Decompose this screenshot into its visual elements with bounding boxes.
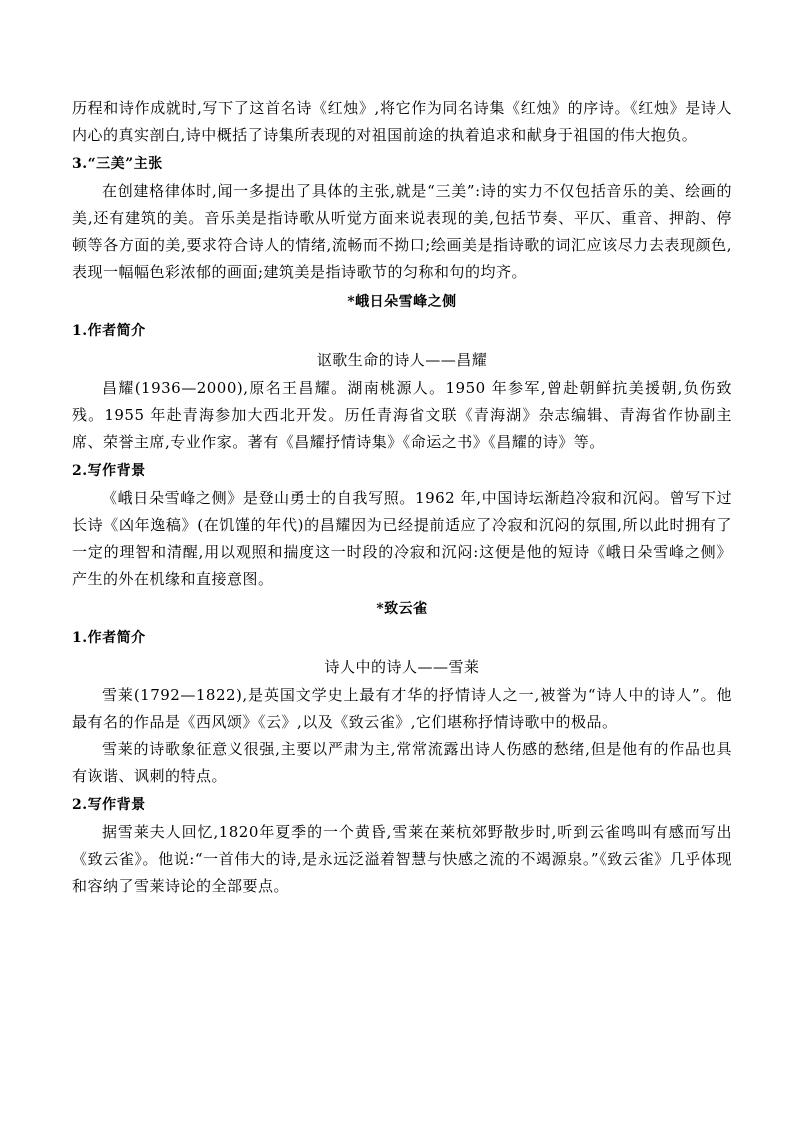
heading-author-intro-1: 1.作者简介 bbox=[72, 323, 146, 339]
paragraph-shelley-style: 雪莱的诗歌象征意义很强,主要以严肃为主,常常流露出诗人伤感的愁绪,但是他有的作品也具有诙谐、讽刺的特点。 bbox=[72, 740, 732, 785]
paragraph-shelley-bio: 雪莱(1792—1822),是英国文学史上最有才华的抒情诗人之一,被誉为“诗人中的诗人”。他最有名的作品是《西风颂》《云》,以及《致云雀》,它们堪称抒情诗歌中的极品。 bbox=[72, 686, 732, 731]
paragraph-san-mei: 在创建格律体时,闻一多提出了具体的主张,就是“三美”:诗的实力不仅包括音乐的美、绘画的美,还有建筑的美。音乐美是指诗歌从听觉方面来说表现的美,包括节奏、平仄、重音、押韵、停顿等各方面的美,要求符合诗人的情绪,流畅而不拗口;绘画美是指诗歌的词汇应该尽力去表现颜色,表现一幅幅色彩浓郁的画面;建筑美是指诗歌节的匀称和句的均齐。 bbox=[72, 182, 732, 281]
document-page bbox=[72, 95, 732, 900]
paragraph-eriduo-background: 《峨日朵雪峰之侧》是登山勇士的自我写照。1962 年,中国诗坛渐趋冷寂和沉闷。曾写下过长诗《凶年逸稿》(在饥馑的年代)的昌耀因为已经提前适应了冷寂和沉闷的氛围,所以此时拥有了一定的理智和清醒,用以观照和揣度这一时段的冷寂和沉闷:这便是他的短诗《峨日朵雪峰之侧》产生的外在机缘和直接意图。 bbox=[72, 489, 732, 588]
heading-san-mei: 3.“三美”主张 bbox=[72, 156, 163, 172]
subtitle-shelley: 诗人中的诗人——雪莱 bbox=[324, 658, 480, 676]
subtitle-changyao: 讴歌生命的诗人——昌耀 bbox=[316, 351, 488, 369]
heading-author-intro-2: 1.作者简介 bbox=[72, 630, 146, 646]
paragraph-skylark-background: 据雪莱夫人回忆,1820年夏季的一个黄昏,雪莱在莱杭郊野散步时,听到云雀鸣叫有感而写出《致云雀》。他说:“一首伟大的诗,是永远泛溢着智慧与快感之流的不竭源泉。”《致云雀》几乎体现和容纳了雪莱诗论的全部要点。 bbox=[72, 823, 732, 895]
paragraph-hongzhu-intro: 历程和诗作成就时,写下了这首名诗《红烛》,将它作为同名诗集《红烛》的序诗。《红烛》是诗人内心的真实剖白,诗中概括了诗集所表现的对祖国前途的执着追求和献身于祖国的伟大抱负。 bbox=[72, 99, 732, 144]
section-title-skylark: *致云雀 bbox=[376, 601, 428, 617]
paragraph-changyao-bio: 昌耀(1936—2000),原名王昌耀。湖南桃源人。1950 年参军,曾赴朝鲜抗美援朝,负伤致残。1955 年赴青海参加大西北开发。历任青海省文联《青海湖》杂志编辑、青海省作协副主席、荣誉主席,专业作家。著有《昌耀抒情诗集》《命运之书》《昌耀的诗》等。 bbox=[72, 379, 732, 451]
heading-background-2: 2.写作背景 bbox=[72, 797, 146, 813]
heading-background-1: 2.写作背景 bbox=[72, 463, 146, 479]
section-title-eriduo: *峨日朵雪峰之侧 bbox=[347, 294, 457, 310]
